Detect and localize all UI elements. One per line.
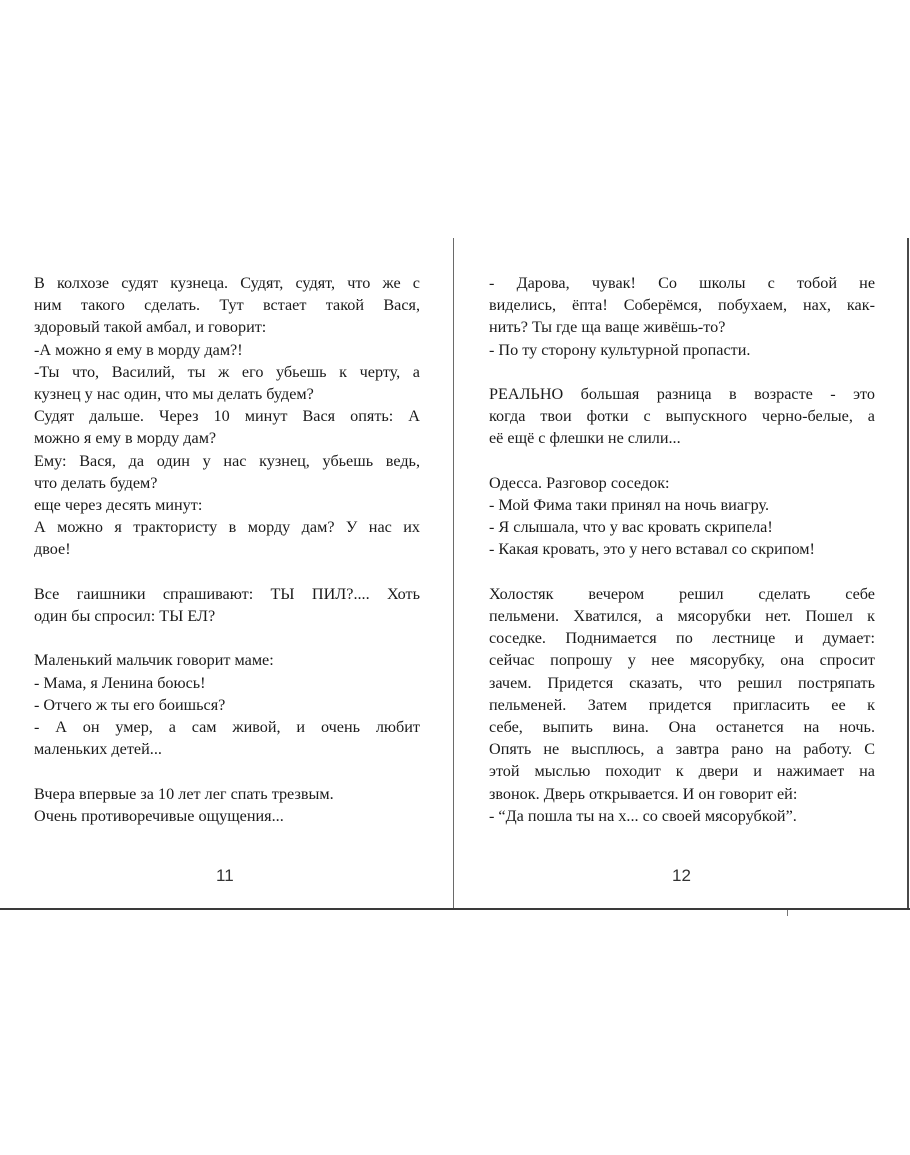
paragraph [489, 472, 875, 561]
paragraph [34, 583, 420, 627]
page-number-right: 12 [672, 866, 691, 885]
left-page-text [34, 272, 420, 849]
paragraph [489, 272, 875, 361]
text-line: один бы спросил: ТЫ ЕЛ? [34, 607, 216, 626]
text-line: этой мыслью походит к двери и нажимает на [489, 762, 875, 781]
page-number-left: 11 [216, 866, 234, 885]
text-line: Одесса. Разговор соседок: [489, 473, 670, 492]
paragraph [34, 649, 420, 760]
text-line: сейчас попрошу у нее мясорубку, она спросит [489, 651, 875, 670]
text-line: - Мой Фима таки принял на ночь виагру. [489, 496, 770, 514]
text-line: ним такого сделать. Тут встает такой Вася, [34, 296, 420, 315]
text-line: Судят дальше. Через 10 минут Вася опять: А [34, 407, 420, 426]
page-right-edge [907, 238, 909, 910]
paragraph [34, 272, 420, 561]
text-line: можно я ему в морду дам? [34, 429, 217, 448]
page-bottom-edge [0, 908, 910, 910]
text-line: кузнец у нас один, что мы делать будем? [34, 385, 314, 404]
text-line: пельмени. Хватился, а мясорубки нет. Пошел к [489, 607, 875, 625]
edge-mark [787, 910, 788, 916]
book-spine-divider [453, 238, 454, 910]
text-line: Очень противоречивые ощущения... [34, 806, 284, 825]
text-line: Опять не высплюсь, а завтра рано на работу. С [489, 740, 875, 759]
text-line: себе, выпить вина. Она останется на ночь. [489, 718, 875, 737]
text-line: виделись, ёпта! Соберёмся, побухаем, нах, как- [489, 296, 875, 315]
paragraph [489, 383, 875, 450]
text-line: - Я слышала, что у вас кровать скрипела! [489, 518, 773, 537]
right-page-text [489, 272, 875, 849]
paragraph [489, 583, 875, 827]
text-line: здоровый такой амбал, и говорит: [34, 318, 267, 337]
text-line: - А он умер, а сам живой, и очень любит [34, 718, 420, 737]
paragraph [34, 783, 420, 827]
text-line: - Мама, я Ленина боюсь! [34, 673, 206, 692]
text-line: -Ты что, Василий, ты ж его убьешь к черту, а [34, 362, 420, 381]
text-line: зачем. Придется сказать, что решил постряпать [489, 673, 875, 692]
text-line: когда твои фотки с выпускного черно-белые, а [489, 407, 875, 426]
text-line: Ему: Вася, да один у нас кузнец, убьешь ведь, [34, 451, 420, 470]
text-line: пельменей. Затем придется пригласить ее к [489, 695, 875, 714]
text-line: еще через десять минут: [34, 496, 203, 515]
text-line: маленьких детей... [34, 740, 162, 759]
text-line: Вчера впервые за 10 лет лег спать трезвым. [34, 784, 334, 803]
text-line: - Какая кровать, это у него вставал со скрипом! [489, 540, 815, 559]
text-line: что делать будем? [34, 473, 158, 492]
text-line: звонок. Дверь открывается. И он говорит ей: [489, 784, 798, 803]
text-line: В колхозе судят кузнеца. Судят, судят, что же с [34, 274, 420, 292]
text-line: её ещё с флешки не слили... [489, 429, 681, 448]
text-line: - “Да пошла ты на х... со своей мясорубкой”. [489, 806, 797, 825]
text-line: - По ту сторону культурной пропасти. [489, 340, 751, 359]
text-line: нить? Ты где ща ваще живёшь-то? [489, 318, 726, 337]
text-line: - Дарова, чувак! Со школы с тобой не [489, 274, 875, 292]
text-line: Все гаишники спрашивают: ТЫ ПИЛ?.... Хоть [34, 584, 420, 603]
text-line: соседке. Поднимается по лестнице и думает: [489, 629, 875, 648]
text-line: Холостяк вечером решил сделать себе [489, 584, 875, 603]
text-line: двое! [34, 540, 71, 559]
text-line: -А можно я ему в морду дам?! [34, 340, 243, 359]
text-line: - Отчего ж ты его боишься? [34, 695, 226, 714]
text-line: РЕАЛЬНО большая разница в возрасте - это [489, 385, 875, 403]
text-line: А можно я трактористу в морду дам? У нас их [34, 518, 420, 537]
text-line: Маленький мальчик говорит маме: [34, 651, 274, 670]
